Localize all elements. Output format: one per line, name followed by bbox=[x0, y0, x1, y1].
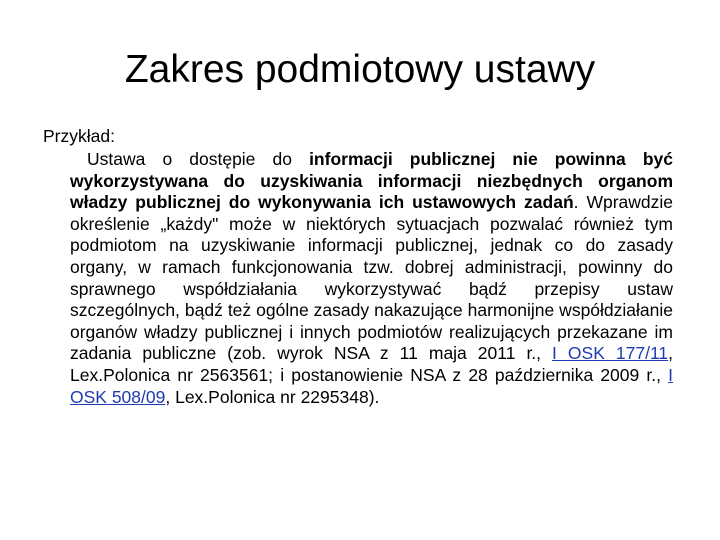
paragraph-after-link1: , Lex.Polonica nr 2563561; i postanowienie NSA z 28 października 2009 r., bbox=[70, 343, 673, 385]
case-link-i-osk-177-11[interactable]: I OSK 177/11 bbox=[552, 343, 669, 364]
example-paragraph bbox=[70, 149, 673, 408]
paragraph-intro: Ustawa o dostępie do bbox=[87, 149, 310, 169]
paragraph-end: , Lex.Polonica nr 2295348). bbox=[165, 386, 380, 407]
paragraph-bold-text: informacji publicznej nie powinna być wykorzystywana do uzyskiwania informacji niezbędnych organom władzy publicznej do wykonywania ich ustawowych zadań bbox=[70, 149, 673, 213]
example-label: Przykład: bbox=[43, 126, 115, 146]
paragraph-middle: . Wprawdzie określenie „każdy" może w niektórych sytuacjach pozwalać również tym podmiotom na uzyskiwanie informacji publicznej, jednak co do zasady organy, w ramach funkcjonowania tzw. dobrej administracji, powinny do sprawnego współdziałania wykorzystywać bądź przepisy ustaw szczególnych, bądź też ogólne zasady nakazujące harmonijne współdziałanie organów władzy publicznej i innych podmiotów realizujących przekazane im zadania publiczne (zob. wyrok NSA z 11 maja 2011 r., bbox=[70, 192, 673, 364]
slide-title: Zakres podmiotowy ustawy bbox=[124, 48, 596, 91]
case-link-i-osk-508-09[interactable]: I OSK 508/09 bbox=[70, 364, 673, 407]
